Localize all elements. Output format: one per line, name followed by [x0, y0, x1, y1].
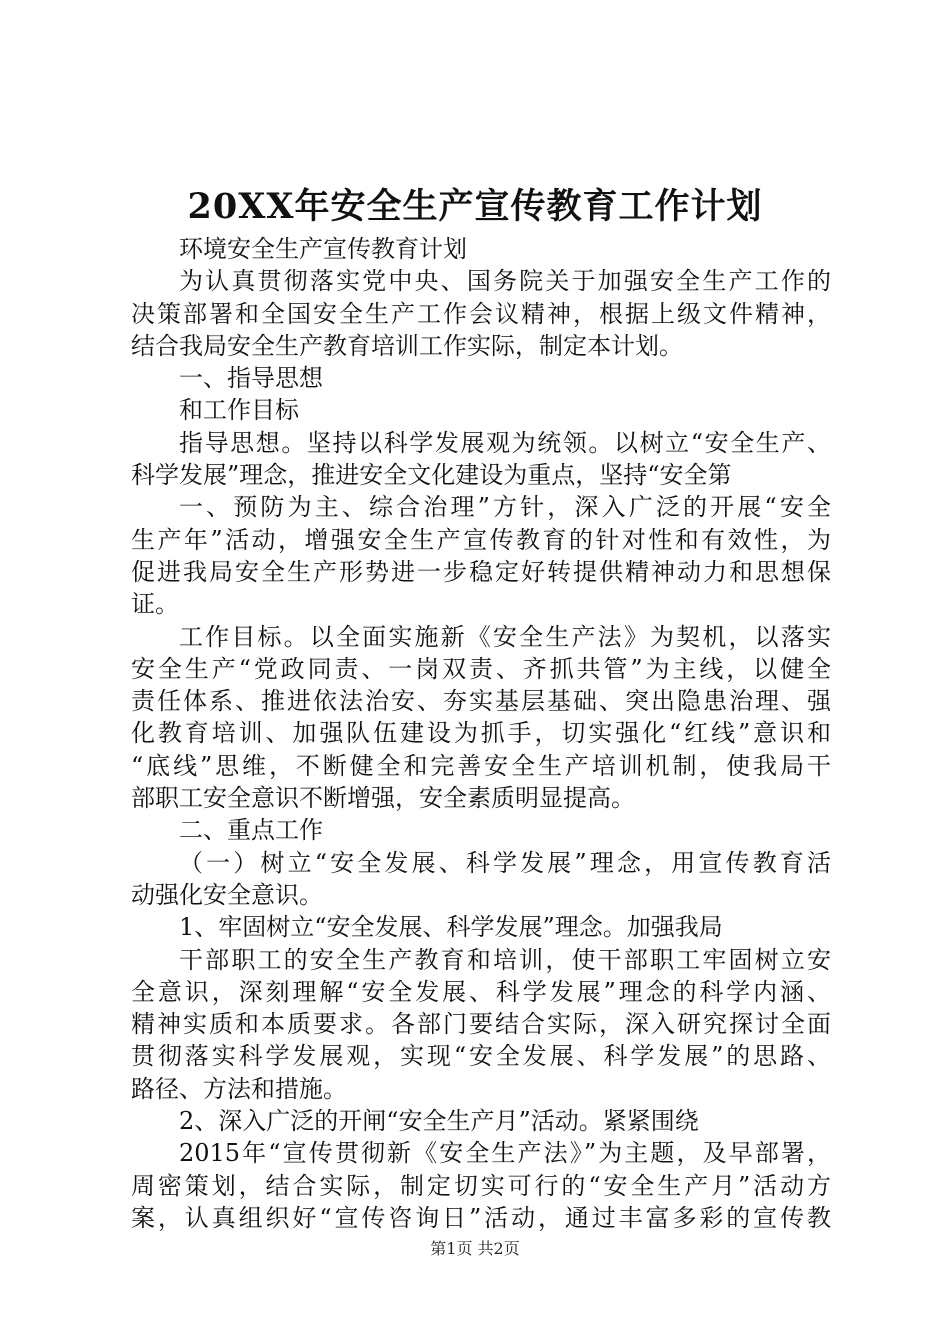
text-line: 部职工安全意识不断增强，安全素质明显提高。 — [131, 784, 635, 813]
text-line: 指导思想。坚持以科学发展观为统领。以树立“安全生产、 — [179, 428, 831, 457]
document-body — [131, 233, 831, 1234]
text-line: 1、牢固树立“安全发展、科学发展”理念。加强我局 — [179, 913, 723, 942]
text-line: 为认真贯彻落实党中央、国务院关于加强安全生产工作的 — [179, 267, 831, 296]
text-line: 周密策划，结合实际，制定切实可行的“安全生产月”活动方 — [131, 1171, 831, 1200]
text-line: 贯彻落实科学发展观，实现“安全发展、科学发展”的思路、 — [131, 1042, 831, 1071]
text-line: 工作目标。以全面实施新《安全生产法》为契机，以落实 — [179, 622, 831, 651]
text-line: 生产年”活动，增强安全生产宣传教育的针对性和有效性，为 — [131, 525, 831, 554]
text-line: “底线”思维，不断健全和完善安全生产培训机制，使我局干 — [131, 751, 831, 780]
text-line: 决策部署和全国安全生产工作会议精神，根据上级文件精神， — [131, 299, 831, 328]
text-line: 一、指导思想 — [179, 364, 323, 393]
text-line: 2、深入广泛的开闸“安全生产月”活动。紧紧围绕 — [179, 1107, 699, 1136]
text-line: 动强化安全意识。 — [131, 880, 323, 909]
text-line: 干部职工的安全生产教育和培训，使干部职工牢固树立安 — [179, 945, 831, 974]
text-line: 证。 — [131, 590, 179, 619]
text-line: 精神实质和本质要求。各部门要结合实际，深入研究探讨全面 — [131, 1010, 831, 1039]
text-line: 二、重点工作 — [179, 816, 323, 845]
text-line: 化教育培训、加强队伍建设为抓手，切实强化“红线”意识和 — [131, 719, 831, 748]
text-line: 促进我局安全生产形势进一步稳定好转提供精神动力和思想保 — [131, 557, 831, 586]
text-line: 安全生产“党政同责、一岗双责、齐抓共管”为主线，以健全 — [131, 654, 831, 683]
text-line: 2015年“宣传贯彻新《安全生产法》”为主题，及早部署， — [179, 1139, 831, 1168]
page-footer: 第1页 共2页 — [430, 1239, 520, 1258]
text-line: 科学发展”理念，推进安全文化建设为重点，坚持“安全第 — [131, 461, 732, 490]
text-line: 案，认真组织好“宣传咨询日”活动，通过丰富多彩的宣传教 — [131, 1203, 831, 1232]
document-title: 20XX年安全生产宣传教育工作计划 — [187, 186, 763, 227]
text-line: 责任体系、推进依法治安、夯实基层基础、突出隐患治理、强 — [131, 687, 831, 716]
text-line: （一）树立“安全发展、科学发展”理念，用宣传教育活 — [179, 848, 831, 877]
text-line: 一、预防为主、综合治理”方针，深入广泛的开展“安全 — [179, 493, 831, 522]
text-line: 环境安全生产宣传教育计划 — [179, 235, 467, 263]
text-line: 全意识，深刻理解“安全发展、科学发展”理念的科学内涵、 — [131, 977, 831, 1006]
text-line: 和工作目标 — [179, 396, 299, 425]
text-line: 结合我局安全生产教育培训工作实际，制定本计划。 — [131, 331, 683, 360]
text-line: 路径、方法和措施。 — [131, 1074, 347, 1103]
